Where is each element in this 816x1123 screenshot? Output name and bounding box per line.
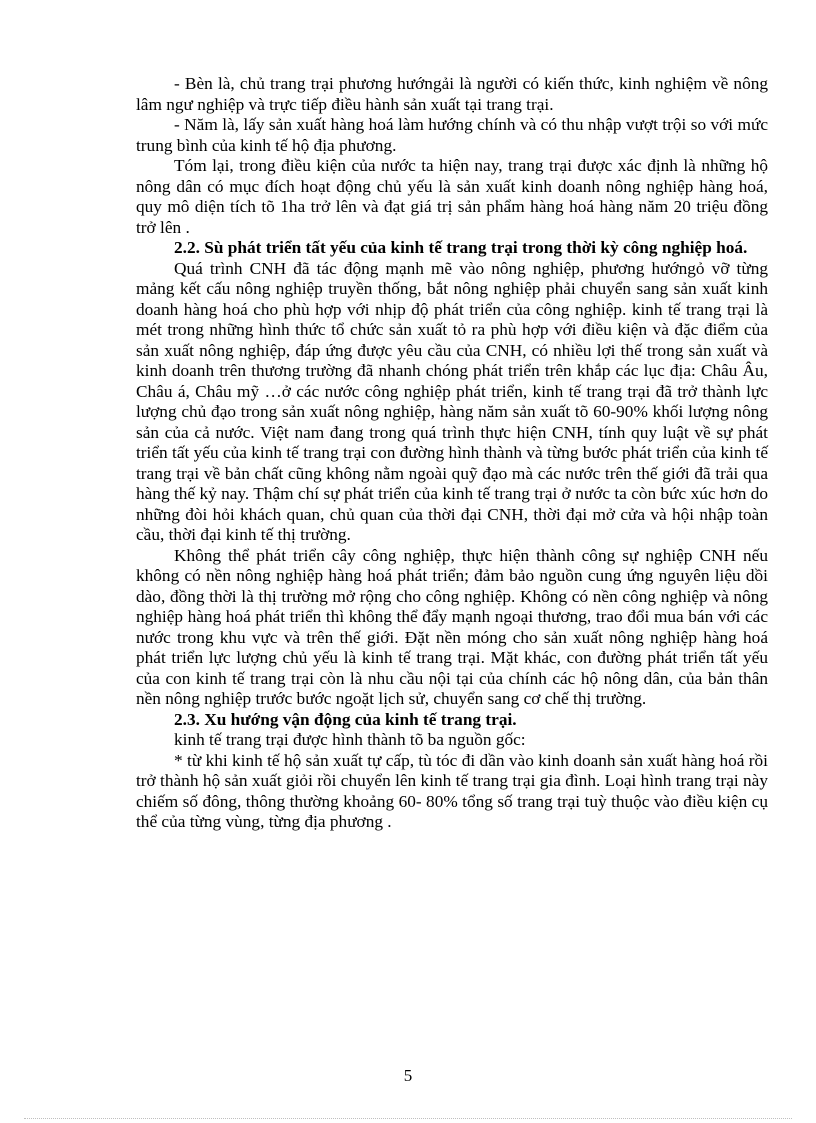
origins-intro: kinh tế trang trại được hình thành tõ ba nguồn gốc: bbox=[174, 730, 526, 749]
body-paragraph-cnh: Quá trình CNH đã tác động mạnh mẽ vào nông nghiệp, phương hướngỏ vỡ từng mảng kết cấu nông nghiệp truyền thống, bắt nông nghiệp phải chuyển sang sản xuất kinh doanh hàng hoá cho phù hợp với nhịp độ phát triển của công nghiệp. kinh tế trang trại là mét trong những hình thức tổ chức sản xuất tỏ ra phù hợp với điều kiện và đặc điểm của sản xuất nông nghiệp, đáp ứng được yêu cầu của CNH, có nhiều lợi thế trong sản xuất và kinh doanh trên thương trường đã nhanh chóng phát triển trên khắp các lục địa: Châu Âu, Châu á, Châu mỹ …ở các nước công nghiệp phát triển, kinh tế trang trại đã trở thành lực lượng chủ đạo trong sản xuất nông nghiệp, hàng năm sản xuất tõ 60-90% khối lượng nông sản của cả nước. Việt nam đang trong quá trình thực hiện CNH, tính quy luật về sự phát triển tất yếu của kinh tế trang trại con đường hình thành và từng bước phát triển của kinh tế trang trại về bản chất cũng không nằm ngoài quỹ đạo mà các nước trên thế giới đã trải qua hàng thế kỷ nay. Thậm chí sự phát triển của kinh tế trang trại ở nước ta còn bức xúc hơn do những đòi hỏi khách quan, chủ quan của thời đại CNH, thời đại mở cửa và hội nhập toàn cầu, thời đại kinh tế thị trường. bbox=[136, 258, 768, 544]
footer-divider bbox=[24, 1118, 792, 1119]
section-heading-2-3: 2.3. Xu hướng vận động của kinh tế trang trại. bbox=[174, 709, 517, 729]
page-number: 5 bbox=[403, 1066, 413, 1085]
section-heading-2-2: 2.2. Sù phát triển tất yếu của kinh tế trang trại trong thời kỳ công nghiệp hoá. bbox=[174, 238, 748, 257]
origin-item-1: * từ khi kinh tế hộ sản xuất tự cấp, tù tóc đi dần vào kinh doanh sản xuất hàng hoá rồi trở thành hộ sản xuất giỏi rồi chuyển lên kinh tế trang trại gia đình. Loại hình trang trại này chiếm số đông, thông thường khoảng 60- 80% tổng số trang trại tuỳ thuộc vào điều kiện cụ thể của từng vùng, từng địa phương . bbox=[136, 750, 768, 831]
summary-paragraph: Tóm lại, trong điều kiện của nước ta hiện nay, trang trại được xác định là những hộ nông dân có mục đích hoạt động chủ yếu là sản xuất kinh doanh nông nghiệp hàng hoá, quy mô diện tích tõ 1ha trở lên và đạt giá trị sản phẩm hàng hoá hàng năm 20 triệu đồng trở lên . bbox=[136, 156, 768, 237]
body-paragraph-industry: Không thể phát triển cây công nghiệp, thực hiện thành công sự nghiệp CNH nếu không có nền nông nghiệp hàng hoá phát triển; đảm bảo nguồn cung ứng nguyên liệu dồi dào, đồng thời là thị trường mở rộng cho công nghiệp. Không có nền công nghiệp và nông nghiệp hàng hoá phát triển thì không thể đẩy mạnh ngoại thương, trao đổi mua bán với các nước trong khu vực và trên thế giới. Đặt nền móng cho sản xuất nông nghiệp hàng hoá phát triển lực lượng chủ yếu là kinh tế trang trại. Mặt khác, con đường phát triển tất yếu của con kinh tế trang trại còn là nhu cầu nội tại của chính các hộ nông dân, của bản thân nền nông nghiệp trước bước ngoặt lịch sử, chuyển sang cơ chế thị trường. bbox=[136, 545, 768, 708]
document-page bbox=[136, 74, 768, 833]
paragraph-item-6: - Năm là, lấy sản xuất hàng hoá làm hướng chính và có thu nhập vượt trội so với mức trung bình của kinh tế hộ địa phương. bbox=[136, 115, 768, 155]
paragraph-item-5: - Bèn là, chủ trang trại phương hướngải là người có kiến thức, kinh nghiệm về nông lâm ngư nghiệp và trực tiếp điều hành sản xuất tại trang trại. bbox=[136, 74, 768, 114]
